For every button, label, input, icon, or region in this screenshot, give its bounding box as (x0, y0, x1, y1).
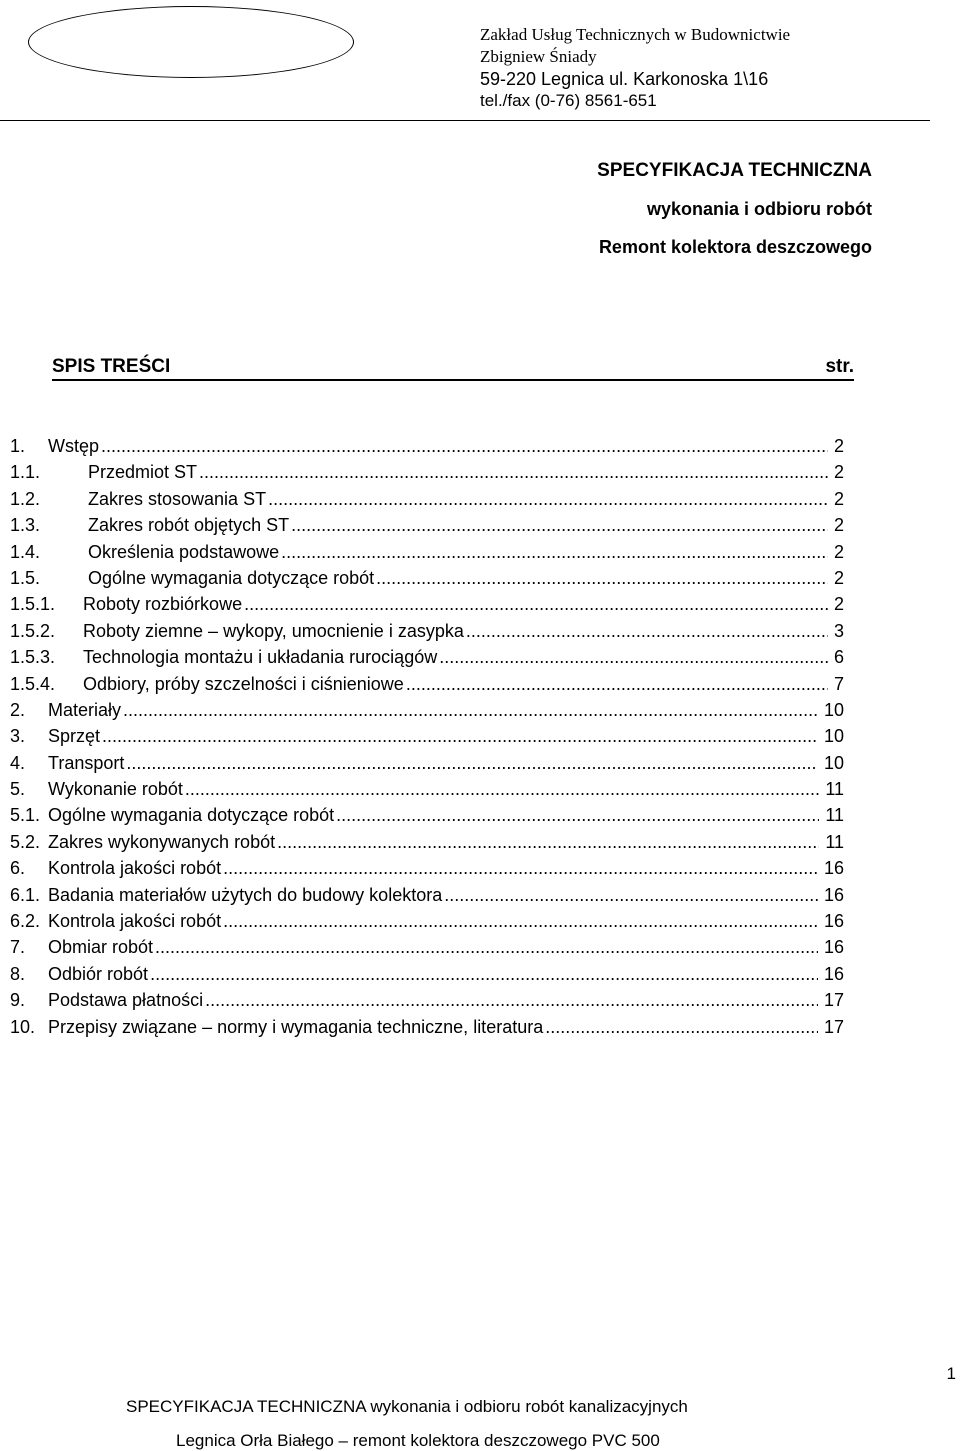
toc-entry-page: 10 (823, 726, 844, 747)
toc-entry (10, 459, 844, 485)
toc-entry (10, 671, 844, 697)
toc-entry-page: 2 (833, 462, 844, 483)
toc-entry-title: Sprzęt (48, 726, 101, 747)
footer-line-2: Legnica Orła Białego – remont kolektora deszczowego PVC 500 (176, 1431, 660, 1450)
toc-entry-title: Roboty rozbiórkowe (83, 594, 243, 615)
toc-entry-number: 8. (10, 963, 26, 984)
toc-entry-page: 6 (833, 647, 844, 668)
toc-entry-number: 6. (10, 858, 26, 879)
toc-entry (10, 723, 844, 749)
toc-entry-number: 6.2. (10, 911, 41, 932)
toc-entry-number: 1.5.4. (10, 673, 56, 694)
toc-entry-page: 17 (823, 1016, 844, 1037)
toc-entry-page: 10 (823, 699, 844, 720)
toc-entry (10, 750, 844, 776)
toc-entry-title: Wstęp (48, 436, 100, 456)
toc-entry-body (48, 776, 844, 802)
company-name: Zakład Usług Technicznych w Budownictwie (480, 25, 791, 44)
toc-entry-title: Przepisy związane – normy i wymagania techniczne, literatura (48, 1016, 544, 1037)
toc-leader-dots (545, 1014, 818, 1040)
toc-entry-body (88, 459, 844, 485)
toc-entry-page: 16 (823, 884, 844, 905)
company-phone: tel./fax (0-76) 8561-651 (480, 91, 657, 110)
toc-entry-title: Technologia montażu i układania rurociągów (83, 647, 438, 668)
toc-entry (10, 829, 844, 855)
toc-entry-number: 2. (10, 699, 26, 720)
toc-entry-title: Odbiór robót (48, 963, 149, 984)
toc-entry-body (88, 539, 844, 565)
toc-leader-dots (466, 618, 828, 644)
toc-entry-page: 2 (833, 567, 844, 588)
toc-entry-title: Przedmiot ST (88, 462, 198, 483)
toc-entry-body (48, 723, 844, 749)
toc-entry-title: Zakres robót objętych ST (88, 515, 290, 536)
toc-entry-number: 6.1. (10, 884, 41, 905)
toc-entry-page: 11 (825, 831, 844, 852)
toc-entry-page: 16 (823, 937, 844, 958)
toc-entry-page: 16 (823, 911, 844, 932)
company-person: Zbigniew Śniady (480, 47, 597, 66)
toc-leader-dots (101, 433, 828, 459)
toc-entry-number: 1.2. (10, 488, 41, 509)
toc-entry-page: 7 (833, 673, 844, 694)
toc-entry-body (83, 644, 844, 670)
toc-entry (10, 565, 844, 591)
toc-entry (10, 618, 844, 644)
toc-entry-body (88, 512, 844, 538)
logo-ellipse (28, 6, 354, 78)
toc-leader-dots (444, 882, 818, 908)
toc-entry-page: 2 (833, 594, 844, 615)
toc-entry (10, 433, 844, 459)
toc-leader-dots (376, 565, 828, 591)
toc-leader-dots (199, 459, 828, 485)
toc-entry-body (48, 829, 844, 855)
toc-entry-page: 2 (833, 436, 844, 456)
toc-entry-number: 7. (10, 937, 26, 958)
toc-entry-number: 1.5.3. (10, 647, 56, 668)
toc-entry (10, 855, 844, 881)
toc-leader-dots (336, 802, 819, 828)
toc-leader-dots (205, 987, 818, 1013)
table-of-contents (10, 433, 844, 1040)
toc-entry-body (48, 961, 844, 987)
toc-entry (10, 539, 844, 565)
toc-leader-dots (223, 908, 818, 934)
toc-entry-title: Transport (48, 752, 125, 773)
toc-leader-dots (439, 644, 828, 670)
toc-entry-title: Ogólne wymagania dotyczące robót (48, 805, 335, 826)
toc-entry (10, 961, 844, 987)
footer-line-1: SPECYFIKACJA TECHNICZNA wykonania i odbioru robót kanalizacyjnych (126, 1397, 688, 1416)
toc-entry-number: 4. (10, 752, 26, 773)
toc-entry-number: 9. (10, 990, 26, 1011)
toc-entry (10, 908, 844, 934)
toc-entry-body (48, 934, 844, 960)
toc-entry-number: 1.5.2. (10, 620, 56, 641)
toc-heading: SPIS TREŚCI (52, 356, 171, 377)
toc-entry-number: 1.5.1. (10, 594, 56, 615)
toc-leader-dots (126, 750, 818, 776)
toc-entry-number: 1.3. (10, 515, 41, 536)
toc-entry (10, 1014, 844, 1040)
toc-entry-page: 16 (823, 963, 844, 984)
toc-entry (10, 644, 844, 670)
toc-entry (10, 882, 844, 908)
toc-entry-title: Zakres wykonywanych robót (48, 831, 276, 852)
toc-entry-page: 11 (825, 779, 844, 800)
toc-entry-number: 5.2. (10, 831, 41, 852)
document-title: SPECYFIKACJA TECHNICZNA (597, 160, 872, 181)
toc-entry-title: Wykonanie robót (48, 779, 183, 800)
toc-entry-body (48, 882, 844, 908)
toc-entry-body (48, 908, 844, 934)
toc-entry-body (83, 591, 844, 617)
toc-entry-number: 5.1. (10, 805, 41, 826)
toc-leader-dots (291, 512, 828, 538)
toc-entry-body (48, 433, 844, 459)
company-address: 59-220 Legnica ul. Karkonoska 1\16 (480, 69, 769, 89)
toc-entry-title: Odbiory, próby szczelności i ciśnieniowe (83, 673, 404, 694)
toc-entry-page: 2 (833, 488, 844, 509)
toc-entry (10, 697, 844, 723)
toc-entry (10, 486, 844, 512)
toc-entry-page: 17 (823, 990, 844, 1011)
document-project: Remont kolektora deszczowego (598, 237, 872, 257)
company-header (480, 24, 790, 112)
toc-leader-dots (185, 776, 819, 802)
page-number: 1 (946, 1364, 956, 1383)
toc-entry-body (83, 671, 844, 697)
header-rule (0, 120, 930, 121)
toc-entry-number: 1. (10, 436, 26, 456)
toc-entry-number: 3. (10, 726, 26, 747)
toc-entry (10, 934, 844, 960)
toc-entry-title: Określenia podstawowe (88, 541, 280, 562)
toc-entry-title: Zakres stosowania ST (88, 488, 267, 509)
toc-entry-body (48, 855, 844, 881)
toc-entry (10, 802, 844, 828)
toc-leader-dots (406, 671, 828, 697)
toc-leader-dots (268, 486, 828, 512)
toc-entry (10, 591, 844, 617)
toc-entry-page: 16 (823, 858, 844, 879)
toc-leader-dots (123, 697, 818, 723)
toc-entry-number: 1.1. (10, 462, 41, 483)
toc-entry-title: Kontrola jakości robót (48, 911, 222, 932)
toc-entry-body (83, 618, 844, 644)
toc-entry-title: Roboty ziemne – wykopy, umocnienie i zasypka (83, 620, 464, 641)
toc-heading-row (52, 355, 854, 381)
toc-leader-dots (277, 829, 819, 855)
toc-entry-number: 5. (10, 779, 26, 800)
toc-entry-title: Ogólne wymagania dotyczące robót (88, 567, 375, 588)
toc-entry-body (48, 987, 844, 1013)
toc-entry-page: 2 (833, 541, 844, 562)
toc-entry-title: Badania materiałów użytych do budowy kolektora (48, 884, 443, 905)
toc-entry-number: 1.5. (10, 567, 41, 588)
toc-leader-dots (244, 591, 828, 617)
toc-entry-page: 10 (823, 752, 844, 773)
toc-entry (10, 776, 844, 802)
document-subtitle: wykonania i odbioru robót (647, 199, 872, 219)
toc-entry-title: Kontrola jakości robót (48, 858, 222, 879)
toc-entry-body (88, 486, 844, 512)
toc-entry (10, 987, 844, 1013)
toc-entry (10, 512, 844, 538)
toc-leader-dots (102, 723, 818, 749)
toc-entry-title: Obmiar robót (48, 937, 154, 958)
toc-page-label: str. (825, 356, 854, 377)
toc-leader-dots (281, 539, 828, 565)
toc-entry-body (48, 802, 844, 828)
toc-leader-dots (223, 855, 818, 881)
toc-leader-dots (155, 934, 818, 960)
toc-entry-page: 3 (833, 620, 844, 641)
toc-leader-dots (150, 961, 818, 987)
toc-entry-number: 1.4. (10, 541, 41, 562)
toc-entry-title: Materiały (48, 699, 122, 720)
toc-entry-page: 11 (825, 805, 844, 826)
toc-entry-body (88, 565, 844, 591)
toc-entry-page: 2 (833, 515, 844, 536)
toc-entry-body (48, 1014, 844, 1040)
toc-entry-number: 10. (10, 1016, 36, 1037)
toc-entry-body (48, 697, 844, 723)
toc-entry-body (48, 750, 844, 776)
toc-entry-title: Podstawa płatności (48, 990, 204, 1011)
